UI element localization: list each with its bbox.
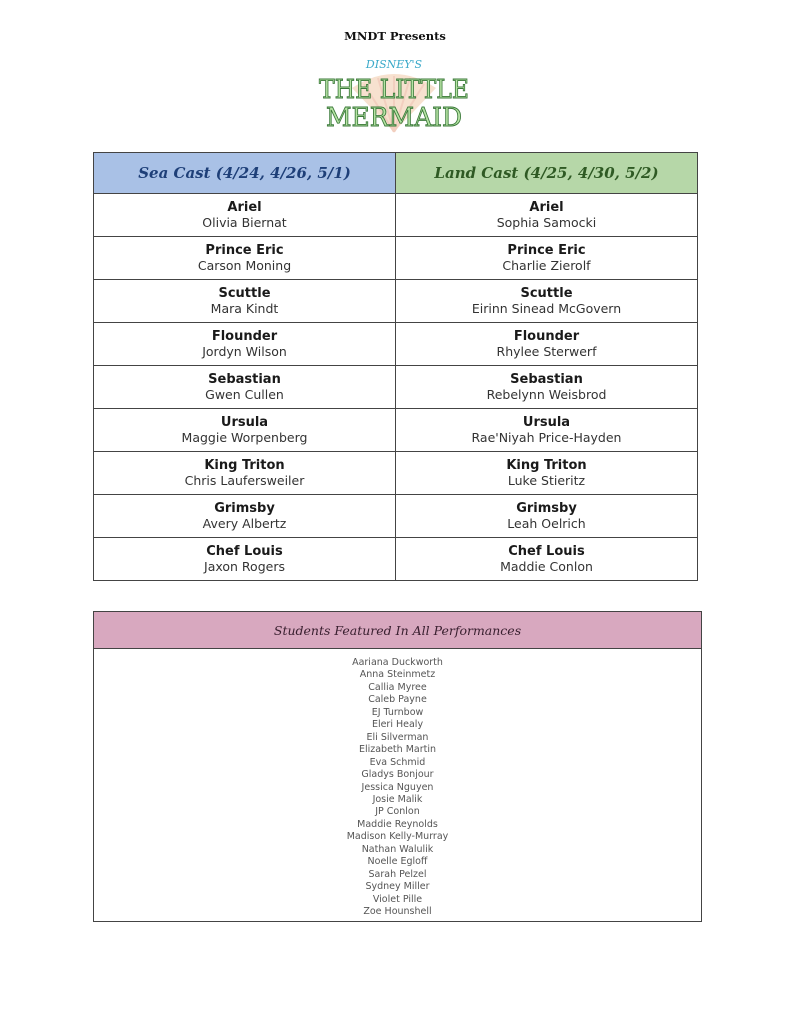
cast-row (94, 452, 698, 495)
presents-heading: MNDT Presents (344, 29, 446, 43)
actor-name: Mara Kindt (210, 301, 279, 316)
actor-name: Rae'Niyah Price-Hayden (471, 430, 622, 445)
role-name: Scuttle (218, 286, 271, 301)
sea-cast-cell (94, 366, 396, 409)
cast-row (94, 280, 698, 323)
student-name: Sarah Pelzel (368, 868, 427, 880)
sea-cast-cell (94, 538, 396, 581)
actor-name: Maddie Conlon (500, 559, 593, 574)
student-name: Aariana Duckworth (352, 657, 443, 668)
role-name: Flounder (513, 329, 580, 344)
student-name: Eva Schmid (369, 756, 426, 768)
cast-row (94, 194, 698, 237)
student-name: Violet Pille (372, 893, 423, 905)
actor-name: Carson Moning (197, 258, 292, 273)
sea-cast-cell (94, 409, 396, 452)
land-cast-cell (396, 538, 698, 581)
student-name: Josie Malik (372, 793, 423, 805)
student-name: EJ Turnbow (371, 706, 424, 718)
cast-row (94, 366, 698, 409)
student-name: Maddie Reynolds (357, 818, 438, 830)
student-name: Madison Kelly-Murray (346, 831, 449, 843)
role-name: Flounder (211, 329, 278, 344)
role-name: Sebastian (510, 372, 583, 387)
actor-name: Avery Albertz (202, 516, 287, 531)
actor-name: Rebelynn Weisbrod (486, 387, 607, 402)
role-name: Scuttle (520, 286, 573, 301)
land-cast-cell (396, 366, 698, 409)
logo-line-1: THE LITTLE (319, 75, 469, 105)
student-name: Elizabeth Martin (358, 744, 437, 756)
student-name: Noelle Egloff (367, 856, 428, 868)
role-name: Sebastian (208, 372, 281, 387)
role-name: Ariel (529, 200, 564, 215)
cast-table (93, 152, 698, 581)
actor-name: Eirinn Sinead McGovern (471, 301, 622, 316)
role-name: King Triton (204, 458, 285, 473)
land-cast-header: Land Cast (4/25, 4/30, 5/2) (396, 153, 698, 194)
cast-row (94, 495, 698, 538)
role-name: Prince Eric (507, 243, 586, 258)
sea-cast-cell (94, 237, 396, 280)
role-name: Prince Eric (205, 243, 284, 258)
sea-cast-cell (94, 495, 396, 538)
student-name: Caleb Payne (368, 694, 427, 706)
actor-name: Luke Stieritz (507, 473, 586, 488)
land-cast-cell (396, 237, 698, 280)
little-mermaid-logo (306, 54, 482, 134)
land-cast-cell (396, 194, 698, 237)
land-cast-cell (396, 452, 698, 495)
student-name: Zoe Hounshell (363, 906, 432, 918)
student-name: Eleri Healy (371, 719, 424, 731)
role-name: Chef Louis (508, 544, 585, 559)
actor-name: Leah Oelrich (507, 516, 586, 531)
actor-name: Rhylee Sterwerf (496, 344, 597, 359)
cast-row (94, 323, 698, 366)
cast-row (94, 409, 698, 452)
sea-cast-cell (94, 280, 396, 323)
student-name: Nathan Walulik (361, 843, 434, 855)
sea-cast-cell (94, 452, 396, 495)
land-cast-cell (396, 323, 698, 366)
featured-students-title: Students Featured In All Performances (94, 612, 701, 649)
land-cast-cell (396, 280, 698, 323)
land-cast-cell (396, 409, 698, 452)
role-name: Grimsby (516, 501, 577, 516)
cast-row (94, 538, 698, 581)
sea-cast-header: Sea Cast (4/24, 4/26, 5/1) (94, 153, 396, 194)
sea-cast-cell (94, 323, 396, 366)
actor-name: Maggie Worpenberg (181, 430, 308, 445)
role-name: Chef Louis (206, 544, 283, 559)
logo-line-2: MERMAID (326, 103, 462, 133)
actor-name: Olivia Biernat (202, 215, 287, 230)
role-name: Ariel (227, 200, 262, 215)
featured-students-box (93, 611, 702, 922)
cast-row (94, 237, 698, 280)
student-name: Eli Silverman (366, 731, 429, 743)
student-name: JP Conlon (375, 806, 420, 818)
land-cast-cell (396, 495, 698, 538)
cast-table-body (94, 194, 698, 581)
student-name: Jessica Nguyen (361, 781, 434, 793)
role-name: Ursula (220, 415, 269, 430)
sea-cast-cell (94, 194, 396, 237)
actor-name: Charlie Zierolf (502, 258, 591, 273)
role-name: King Triton (506, 458, 587, 473)
student-name: Callia Myree (368, 681, 427, 693)
featured-students-list (94, 649, 701, 919)
actor-name: Jordyn Wilson (202, 344, 287, 359)
actor-name: Gwen Cullen (205, 387, 284, 402)
role-name: Ursula (522, 415, 571, 430)
logo-brand: DISNEY'S (365, 58, 423, 71)
student-name: Gladys Bonjour (361, 769, 434, 781)
actor-name: Chris Laufersweiler (184, 473, 305, 488)
role-name: Grimsby (214, 501, 275, 516)
actor-name: Sophia Samocki (496, 215, 597, 230)
actor-name: Jaxon Rogers (204, 559, 285, 574)
student-name: Sydney Miller (365, 881, 430, 893)
student-name: Anna Steinmetz (359, 669, 436, 681)
